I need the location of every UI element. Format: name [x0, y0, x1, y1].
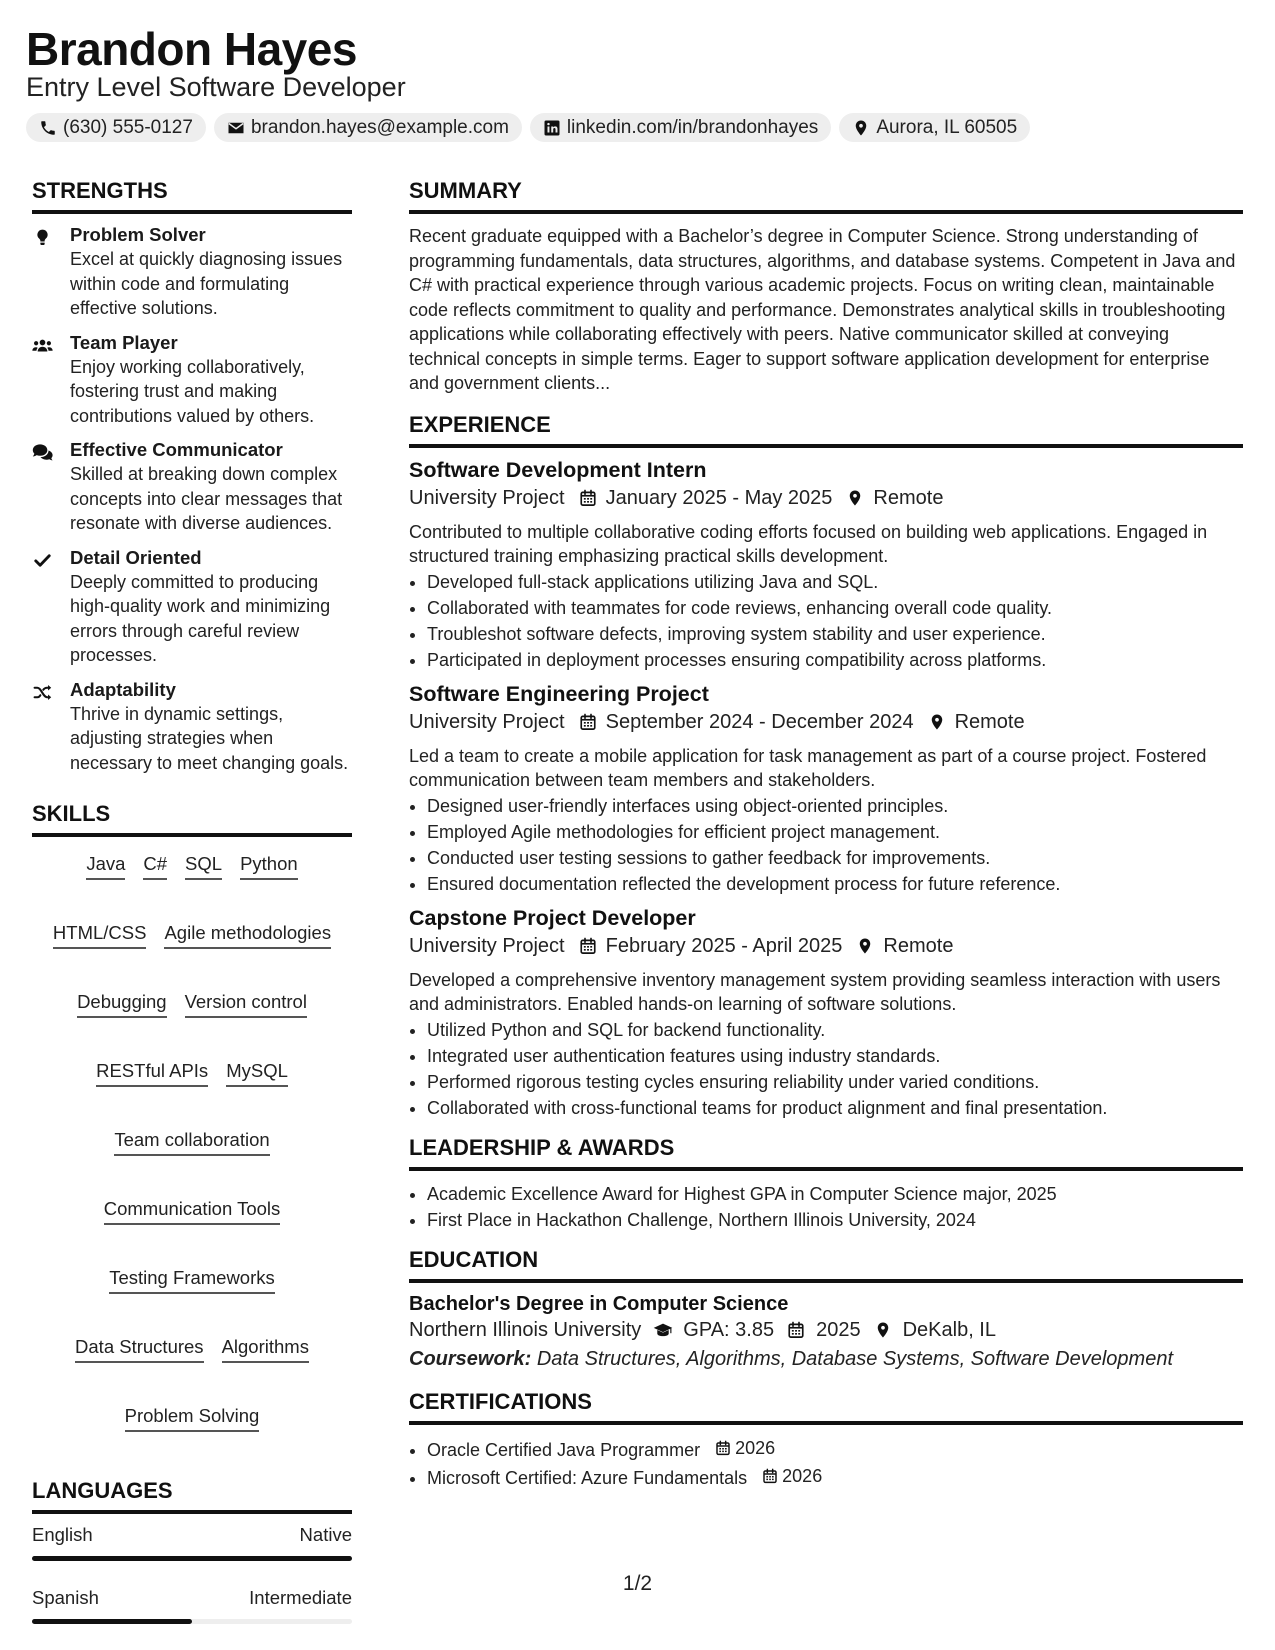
- language-level: Native: [299, 1524, 352, 1545]
- job-bullet: • Troubleshot software defects, improving system stability and user experience.: [427, 621, 1243, 647]
- skill-tag: SQL: [185, 853, 222, 880]
- job-meta: [409, 487, 1243, 510]
- skills-list: [32, 847, 352, 1434]
- skill-tag: Algorithms: [222, 1336, 309, 1363]
- certification-name: Oracle Certified Java Programmer: [427, 1439, 701, 1460]
- calendar-icon: [579, 713, 597, 731]
- skill-tag: Problem Solving: [125, 1405, 260, 1432]
- skill-tag: HTML/CSS: [53, 922, 147, 949]
- job-bullet: • Integrated user authentication features using industry standards.: [427, 1043, 1243, 1069]
- strength-item: [32, 679, 352, 776]
- summary-text: Recent graduate equipped with a Bachelor’s degree in Computer Science. Strong understanding of programming fundamentals, data structures, algorithms, and database systems. Competent in Java and C# with practical experience through various academic projects. Focus on writing clean, maintainable code reflects commitment to quality and performance. Demonstrates analytical skills in troubleshooting applications while collaborating effectively with peers. Native communicator skilled at conveying technical concepts in simple terms. Eager to support software application development for enterprise and government clients...: [409, 226, 1236, 393]
- contact-email-text: brandon.hayes@example.com: [250, 116, 509, 138]
- leadership-list: [409, 1181, 1243, 1233]
- calendar-icon: [579, 489, 597, 507]
- experience-entry: [409, 458, 1243, 673]
- language-proficiency-bar: [32, 1556, 352, 1561]
- skill-tag: Agile methodologies: [164, 922, 331, 949]
- leadership-heading: LEADERSHIP & AWARDS: [409, 1135, 1243, 1171]
- education-year: 2025: [816, 1318, 861, 1341]
- skill-tag: RESTful APIs: [96, 1060, 208, 1087]
- contact-location: [839, 113, 1030, 142]
- phone-icon: [39, 119, 57, 137]
- skill-tag: C#: [143, 853, 167, 880]
- job-dates: January 2025 - May 2025: [605, 486, 833, 509]
- strength-desc: Excel at quickly diagnosing issues within code and formulating effective solutions.: [70, 249, 343, 318]
- strength-desc: Skilled at breaking down complex concepts into clear messages that resonate with diverse audiences.: [70, 464, 343, 533]
- strength-desc: Thrive in dynamic settings, adjusting strategies when necessary to meet changing goals.: [70, 703, 349, 773]
- strength-title: Problem Solver: [70, 224, 206, 245]
- certification-year: 2026: [782, 1465, 823, 1486]
- map-pin-icon: [856, 937, 874, 955]
- left-column: [32, 178, 352, 1636]
- strength-title: Effective Communicator: [70, 439, 283, 460]
- job-bullet: • Conducted user testing sessions to gather feedback for improvements.: [427, 845, 1243, 871]
- education-location: DeKalb, IL: [902, 1318, 996, 1341]
- map-pin-icon: [852, 119, 870, 137]
- job-org: University Project: [409, 486, 565, 509]
- coursework: [409, 1348, 1243, 1371]
- calendar-icon: [762, 1468, 778, 1484]
- job-location: Remote: [954, 710, 1025, 733]
- job-description: Developed a comprehensive inventory management system providing seamless interaction with users and administrators. Enabled hands-on learning of software solutions.: [409, 969, 1221, 1014]
- strength-item: [32, 332, 352, 429]
- job-bullet: • Collaborated with cross-functional teams for product alignment and final presentation.: [427, 1095, 1243, 1121]
- job-bullets: [409, 793, 1243, 897]
- right-column: [409, 178, 1243, 1491]
- strength-item: [32, 224, 352, 321]
- skill-tag: Testing Frameworks: [109, 1267, 275, 1294]
- language-name: Spanish: [32, 1587, 99, 1608]
- job-description: Contributed to multiple collaborative coding efforts focused on building web applications. Engaged in structured training emphasizing practical skills development.: [409, 521, 1208, 566]
- envelope-icon: [227, 119, 245, 137]
- contact-phone-text: (630) 555-0127: [63, 116, 193, 138]
- users-icon: [32, 336, 53, 355]
- comments-icon: [32, 443, 53, 462]
- shuffle-icon: [32, 683, 53, 702]
- map-pin-icon: [873, 1321, 893, 1339]
- contact-phone[interactable]: [26, 113, 206, 142]
- job-description: Led a team to create a mobile application for task management as part of a course project. Fostered communication between team members and stakeholders.: [409, 745, 1207, 790]
- strength-title: Detail Oriented: [70, 546, 202, 568]
- education-gpa: GPA: 3.85: [683, 1318, 775, 1341]
- map-pin-icon: [928, 713, 946, 731]
- certification-name: Microsoft Certified: Azure Fundamentals: [427, 1467, 748, 1488]
- contact-bar: [26, 113, 1030, 142]
- education-school: Northern Illinois University: [409, 1318, 642, 1341]
- certification-year: 2026: [735, 1437, 776, 1458]
- job-bullet: • Ensured documentation reflected the development process for future reference.: [427, 871, 1243, 897]
- contact-email[interactable]: [214, 113, 522, 142]
- map-pin-icon: [846, 489, 864, 507]
- language-proficiency-bar: [32, 1619, 352, 1624]
- certifications-heading: CERTIFICATIONS: [409, 1389, 1243, 1425]
- job-dates: February 2025 - April 2025: [605, 934, 843, 957]
- skill-tag: Debugging: [77, 991, 167, 1018]
- job-bullet: • Employed Agile methodologies for efficient project management.: [427, 819, 1243, 845]
- job-title: Capstone Project Developer: [409, 905, 696, 930]
- strengths-heading: STRENGTHS: [32, 178, 352, 214]
- job-title: Software Engineering Project: [409, 681, 709, 706]
- language-proficiency-fill: [32, 1619, 192, 1624]
- check-icon: [32, 551, 53, 570]
- language-item: [32, 1524, 352, 1561]
- job-bullet: • Utilized Python and SQL for backend functionality.: [427, 1017, 1243, 1043]
- award-item: • First Place in Hackathon Challenge, Northern Illinois University, 2024: [427, 1207, 1243, 1233]
- strength-title: Adaptability: [70, 678, 176, 700]
- certification-item: [427, 1435, 1243, 1463]
- job-meta: [409, 935, 1243, 958]
- coursework-label: Coursework:: [409, 1347, 532, 1370]
- calendar-icon: [786, 1321, 806, 1339]
- linkedin-icon: [543, 119, 561, 137]
- lightbulb-icon: [32, 228, 53, 247]
- skills-heading: SKILLS: [32, 801, 352, 837]
- skill-tag: Data Structures: [75, 1336, 204, 1363]
- calendar-icon: [715, 1440, 731, 1456]
- certification-item: [427, 1463, 1243, 1491]
- candidate-name: Brandon Hayes: [26, 23, 357, 75]
- experience-heading: EXPERIENCE: [409, 412, 1243, 448]
- job-bullet: • Participated in deployment processes ensuring compatibility across platforms.: [427, 647, 1243, 673]
- job-org: University Project: [409, 710, 565, 733]
- education-heading: EDUCATION: [409, 1247, 1243, 1283]
- summary-heading: SUMMARY: [409, 178, 1243, 214]
- calendar-icon: [579, 937, 597, 955]
- strength-desc: Deeply committed to producing high-quality work and minimizing errors through careful review processes.: [70, 571, 331, 665]
- candidate-headline: Entry Level Software Developer: [26, 72, 406, 102]
- language-name: English: [32, 1524, 93, 1545]
- job-location: Remote: [883, 934, 954, 957]
- experience-entry: [409, 906, 1243, 1121]
- contact-location-text: Aurora, IL 60505: [876, 116, 1018, 138]
- job-org: University Project: [409, 934, 565, 957]
- skill-tag: Communication Tools: [104, 1198, 281, 1225]
- job-bullet: • Designed user-friendly interfaces using object-oriented principles.: [427, 793, 1243, 819]
- page-number: 1/2: [622, 1572, 653, 1595]
- skill-tag: Version control: [185, 991, 307, 1018]
- coursework-text: Data Structures, Algorithms, Database Systems, Software Development: [536, 1347, 1174, 1370]
- strength-title: Team Player: [70, 331, 178, 353]
- job-bullets: [409, 1017, 1243, 1121]
- skill-tag: Java: [86, 853, 125, 880]
- graduation-cap-icon: [653, 1321, 673, 1339]
- language-level: Intermediate: [249, 1587, 352, 1608]
- skill-tag: MySQL: [226, 1060, 288, 1087]
- strength-item: [32, 547, 352, 668]
- certifications-list: [409, 1435, 1243, 1491]
- education-meta: [409, 1319, 1243, 1342]
- languages-heading: LANGUAGES: [32, 1478, 352, 1514]
- job-bullet: • Developed full-stack applications utilizing Java and SQL.: [427, 569, 1243, 595]
- strength-desc: Enjoy working collaboratively, fostering trust and making contributions valued by others.: [70, 356, 315, 426]
- skill-tag: Python: [240, 853, 298, 880]
- job-meta: [409, 711, 1243, 734]
- contact-linkedin[interactable]: [530, 113, 831, 142]
- job-bullets: [409, 569, 1243, 673]
- job-title: Software Development Intern: [409, 457, 707, 482]
- experience-entry: [409, 682, 1243, 897]
- job-bullet: • Performed rigorous testing cycles ensuring reliability under varied conditions.: [427, 1069, 1243, 1095]
- strength-item: [32, 439, 352, 536]
- job-bullet: • Collaborated with teammates for code reviews, enhancing overall code quality.: [427, 595, 1243, 621]
- job-dates: September 2024 - December 2024: [605, 710, 914, 733]
- education-degree: Bachelor's Degree in Computer Science: [409, 1292, 789, 1315]
- contact-linkedin-text: linkedin.com/in/brandonhayes: [566, 116, 819, 138]
- language-proficiency-fill: [32, 1556, 352, 1561]
- job-location: Remote: [873, 486, 944, 509]
- skill-tag: Team collaboration: [114, 1129, 269, 1156]
- award-item: • Academic Excellence Award for Highest GPA in Computer Science major, 2025: [427, 1181, 1243, 1207]
